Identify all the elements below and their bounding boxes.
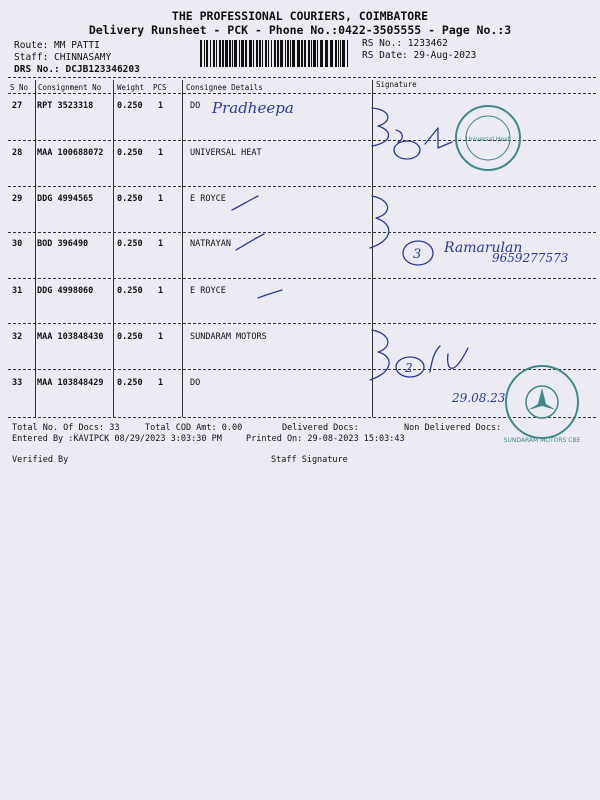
row-sno: 30 (12, 239, 23, 249)
row-consignee: UNIVERSAL HEAT (190, 148, 262, 158)
bracket-mark (370, 330, 389, 380)
row-consignee: DO (190, 378, 201, 388)
row-pcs: 1 (158, 378, 164, 388)
row-weight: 0.250 (117, 332, 143, 342)
non-delivered-docs: Non Delivered Docs: (404, 423, 502, 433)
col-header-consignment: Consignment No (38, 83, 102, 92)
col-header-consignee: Consignee Details (186, 83, 263, 92)
row-pcs: 1 (158, 101, 164, 111)
stamp-text: Universal Heat (465, 136, 511, 143)
ink-stroke (396, 130, 402, 142)
ink-stroke (430, 346, 468, 372)
rs-date-label: RS Date: 29-Aug-2023 (362, 50, 477, 61)
row-sno: 28 (12, 148, 23, 158)
col-header-weight: Weight (117, 83, 145, 92)
row-consignee: DO (190, 101, 201, 111)
tick-mark (232, 196, 258, 210)
delivered-docs: Delivered Docs: (282, 423, 359, 433)
entered-by: Entered By :KAVIPCK 08/29/2023 3:03:30 PM (12, 434, 222, 444)
stamp-text: SUNDARAM MOTORS CBE (503, 437, 581, 444)
ink-stroke (425, 128, 452, 148)
verified-by: Verified By (12, 455, 69, 465)
tick-mark (236, 234, 264, 250)
row-weight: 0.250 (117, 239, 143, 249)
runsheet-title: Delivery Runsheet - PCK - Phone No.:0422-3505555 - Page No.:3 (88, 23, 512, 37)
row-consignee: SUNDARAM MOTORS (190, 332, 267, 342)
printed-on: Printed On: 29-08-2023 15:03:43 (246, 434, 405, 444)
row-pcs: 1 (158, 239, 164, 249)
tick-mark (258, 290, 282, 298)
row-weight: 0.250 (117, 194, 143, 204)
handwritten-date-row33: 29.08.23 (452, 391, 506, 405)
row-weight: 0.250 (117, 378, 143, 388)
row-pcs: 1 (158, 332, 164, 342)
handwritten-name-row27: Pradheepa (212, 99, 294, 117)
row-sno: 32 (12, 332, 23, 342)
cod-amount: Total COD Amt: 0.00 (145, 423, 243, 433)
row-consignee: E ROYCE (190, 286, 226, 296)
row-consignment: BOD 396490 (37, 239, 89, 249)
row-consignment: RPT 3523318 (37, 101, 94, 111)
company-stamp (456, 106, 520, 170)
row-sno: 31 (12, 286, 23, 296)
circled-mark (394, 141, 420, 159)
row-consignee: E ROYCE (190, 194, 226, 204)
row-sno: 27 (12, 101, 23, 111)
row-sno: 29 (12, 194, 23, 204)
row-consignment: MAA 103848430 (37, 332, 104, 342)
col-header-signature: Signature (376, 80, 417, 89)
row-consignment: DDG 4994565 (37, 194, 94, 204)
row-weight: 0.250 (117, 101, 143, 111)
route-label: Route: MM PATTI (14, 40, 100, 51)
row-consignee: NATRAYAN (190, 239, 231, 249)
row-pcs: 1 (158, 148, 164, 158)
rs-no-label: RS No.: 1233462 (362, 38, 448, 49)
row-consignment: MAA 100688072 (37, 148, 104, 158)
col-header-pcs: PCS (153, 83, 167, 92)
row-weight: 0.250 (117, 148, 143, 158)
circled-digit: 2 (405, 361, 413, 375)
row-pcs: 1 (158, 286, 164, 296)
drs-label: DRS No.: DCJB123346203 (14, 64, 140, 75)
handwritten-name-row30: Ramarulan (444, 240, 523, 256)
row-consignment: DDG 4998060 (37, 286, 94, 296)
row-weight: 0.250 (117, 286, 143, 296)
company-name: THE PROFESSIONAL COURIERS, COIMBATORE (171, 9, 429, 23)
circled-digit: 3 (413, 247, 422, 262)
staff-signature: Staff Signature (271, 455, 348, 465)
col-header-sno: S No (10, 83, 29, 92)
bracket-mark (370, 196, 389, 248)
company-stamp (504, 366, 581, 444)
staff-label: Staff: CHINNASAMY (14, 52, 112, 63)
row-consignment: MAA 103848429 (37, 378, 104, 388)
bracket-mark (372, 108, 389, 146)
total-docs: Total No. Of Docs: 33 (12, 423, 120, 433)
handwritten-phone-row30: 9659277573 (492, 251, 569, 265)
row-pcs: 1 (158, 194, 164, 204)
row-sno: 33 (12, 378, 23, 388)
